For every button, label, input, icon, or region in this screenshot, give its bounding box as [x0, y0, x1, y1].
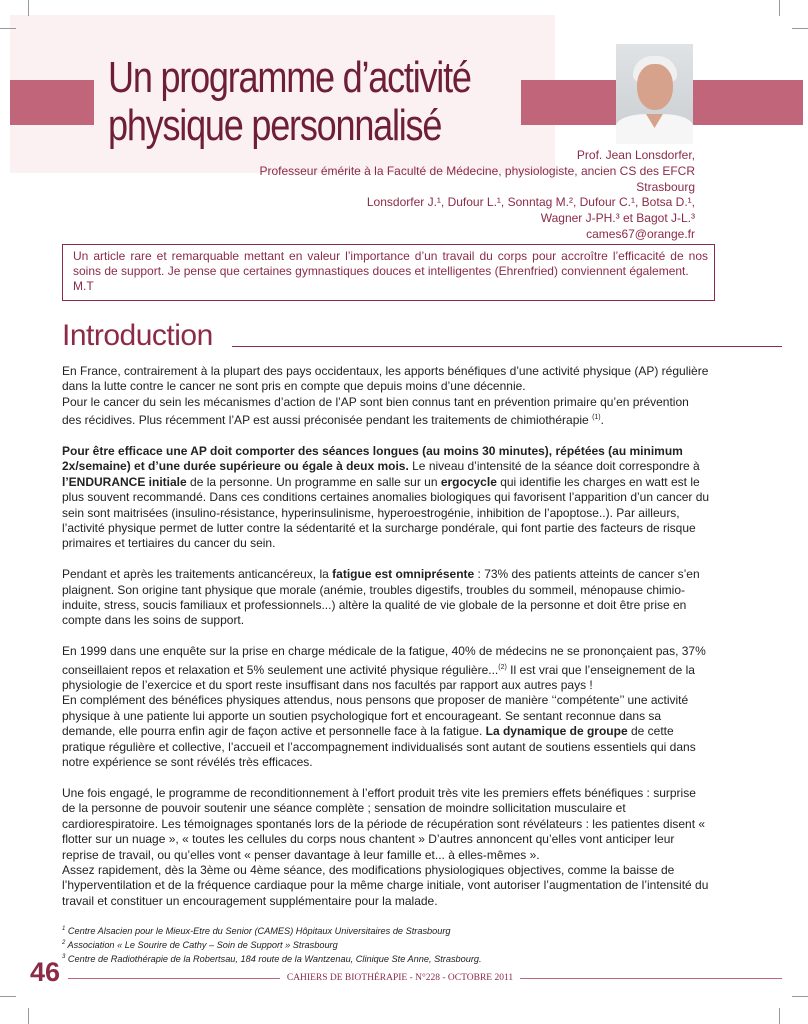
- crop-mark: [779, 0, 780, 16]
- author-name: Prof. Jean Lonsdorfer,: [576, 148, 695, 162]
- bold-text: La dynamique de groupe: [485, 724, 628, 739]
- footnote-text: Centre de Radiothérapie de la Robertsau, 184 route de la Wantzenau, Clinique Ste Anne, Strasbourg.: [65, 954, 482, 965]
- crop-mark: [28, 0, 29, 16]
- crop-mark: [28, 1008, 29, 1024]
- text: .: [600, 413, 604, 428]
- author-block: [225, 148, 695, 243]
- page-number: 46: [30, 957, 61, 987]
- crop-mark: [0, 28, 16, 29]
- article-title: [108, 54, 471, 150]
- bold-text: fatigue est omniprésente: [332, 567, 475, 582]
- footnote: [62, 923, 710, 937]
- article-body: [62, 364, 710, 909]
- accent-bar-left: [10, 80, 94, 125]
- reference: (2): [498, 663, 507, 671]
- text: Une fois engagé, le programme de reconditionnement à l’effort produit très vite les premiers effets bénéfiques : surprise de la personne de pouvoir soutenir une séance complète ; sensation de moindre sollicitation musculaire et cardiorespiratoire. Les témoignages spontanés lors de la période de récupération sont révélateurs : les patientes disent « flotter sur un nuage », « toutes les cellules du corps nous chantent » D’autres annoncent qu’elles vont anticiper leur reprise de travail, ou qu’elles vont « penser davantage à leur famille et... à elles-mêmes ».: [62, 785, 706, 862]
- text: En France, contrairement à la plupart des pays occidentaux, les apports bénéfiques d’une activité physique (AP) régulière dans la lutte contre le cancer ne sont pris en compte que depuis moins d’une décennie.: [62, 364, 709, 394]
- bold-text: ergocycle: [440, 474, 497, 489]
- editor-note-text: Un article rare et remarquable mettant en valeur l’importance d’un travail du corps pour accroître l’efficacité de nos soins de support. Je pense que certaines gymnastiques douces et intelligentes (Ehrenfried) conviennent également.: [73, 249, 708, 279]
- footnote-text: Centre Alsacien pour le Mieux-Etre du Senior (CAMES) Hôpitaux Universitaires de Strasbourg: [65, 926, 451, 937]
- crop-mark: [779, 1008, 780, 1024]
- reference: (1): [592, 414, 601, 422]
- text: de cette pratique régulière et collective, l’accueil et l’accompagnement individualisés sont autant de soutiens essentiels qui dans notre expérience se sont révélés très efficaces.: [62, 724, 696, 770]
- text: Assez rapidement, dès la 3ème ou 4ème séance, des modifications physiologiques objectives, comme la baisse de l’hyperventilation et de la fréquence cardiaque pour la même charge initiale, vont autoriser l’augmentation de l’intensité du travail et constituer un encouragement supplémentaire pour la malade.: [62, 862, 709, 908]
- text: Pour le cancer du sein les mécanismes d’action de l’AP sont bien connus tant en prévention primaire qu’en prévention des récidives. Plus récemment l’AP est aussi préconisée pendant les traitements de chimiothérapie: [62, 394, 689, 428]
- author-affiliation: Professeur émérite à la Faculté de Médecine, physiologiste, ancien CS des EFCR: [259, 163, 695, 178]
- footnote-mark: 2: [62, 940, 66, 947]
- paragraph: [62, 786, 710, 863]
- editor-note-box: [62, 244, 715, 301]
- paragraph: [62, 567, 710, 629]
- bold-text: Pour être efficace une AP doit comporter des séances longues (au moins 30 minutes), répétées (au minimum 2x/semaine) et d’une durée supérieure ou égale à deux mois.: [62, 444, 683, 474]
- text: qui identifie les charges en watt est le plus souvent recommandé. Dans ces conditions certaines anomalies biologiques qui favorisent l’apparition d’un cancer du sein sont maitrisées (insulino-résistance, hyperinsulinisme, hyperoestrogénie, inhibition de l’apoptose..). Par ailleurs, l’activité physique permet de lutter contre la sédentarité et la surcharge pondérale, qui font partie des facteurs de risque primaires et tertiaires du cancer du sein.: [62, 474, 710, 551]
- paragraph: [62, 364, 710, 395]
- text: En complément des bénéfices physiques attendus, nous pensons que proposer de manière ‘‘compétente’’ une activité physique à une patiente lui apporte un soutien psychologique fort et encourageant. Se sentant reconnue dans sa demande, elle pourra enfin agir de façon active et personnelle face à la fatigue.: [62, 693, 689, 739]
- footnote: [62, 951, 710, 965]
- text: de la personne. Un programme en salle sur un: [186, 474, 441, 489]
- footnotes: [62, 923, 710, 965]
- author-email[interactable]: cames67@orange.fr: [586, 226, 695, 241]
- author-city: Strasbourg: [636, 179, 695, 194]
- title-line-1: Un programme d’activité: [108, 53, 471, 102]
- footnote-text: Association « Le Sourire de Cathy – Soin de Support » Strasbourg: [65, 940, 338, 951]
- crop-mark: [792, 28, 808, 29]
- footnote-mark: 3: [62, 954, 66, 961]
- text: Pendant et après les traitements anticancéreux, la: [62, 567, 333, 582]
- journal-name: CAHIERS DE BIOTHÉRAPIE - N°228 - OCTOBRE 2011: [286, 973, 514, 983]
- footer-rule-left: [68, 978, 280, 979]
- paragraph: [62, 693, 710, 770]
- footnote-mark: 1: [62, 926, 66, 932]
- text: Le niveau d’intensité de la séance doit correspondre à: [408, 459, 700, 474]
- footer-rule-right: [520, 978, 782, 979]
- footnote: [62, 937, 710, 951]
- title-line-2: physique personnalisé: [108, 101, 442, 150]
- text: : 73% des patients atteints de cancer s’en plaignent. Son origine tant physique que morale (anémie, troubles digestifs, troubles du sommeil, ménopause chimio-induite, stress, soucis familiaux et professionnels...) altère la qualité de vie globale de la personne et doit être prise en compte dans les soins de support.: [62, 567, 700, 628]
- text: En 1999 dans une enquête sur la prise en charge médicale de la fatigue, 40% de médecins ne se prononçaient pas, 37% conseillaient repos et relaxation et 5% seulement une activité physique régulière...: [62, 644, 706, 677]
- crop-mark: [0, 996, 16, 997]
- bold-text: l’ENDURANCE initiale: [62, 474, 187, 489]
- paragraph: [62, 444, 710, 552]
- photo-face: [637, 64, 673, 110]
- coauthors-line-2: Wagner J-PH.³ et Bagot J-L.³: [540, 211, 695, 226]
- author-photo: [616, 44, 693, 144]
- text: Il est vrai que l’enseignement de la physiologie de l’exercice et du sport reste insuffisant dans nos facultés par rapport aux autres pays !: [62, 662, 695, 693]
- paragraph: [62, 644, 710, 693]
- coauthors-line-1: Lonsdorfer J.¹, Dufour L.¹, Sonntag M.², Dufour C.¹, Botsa D.¹,: [366, 195, 695, 210]
- section-heading: Introduction: [62, 319, 213, 352]
- crop-mark: [792, 996, 808, 997]
- paragraph: [62, 395, 710, 429]
- paragraph: [62, 863, 710, 909]
- editor-note-signature: M.T: [73, 279, 94, 294]
- section-rule: [232, 346, 782, 347]
